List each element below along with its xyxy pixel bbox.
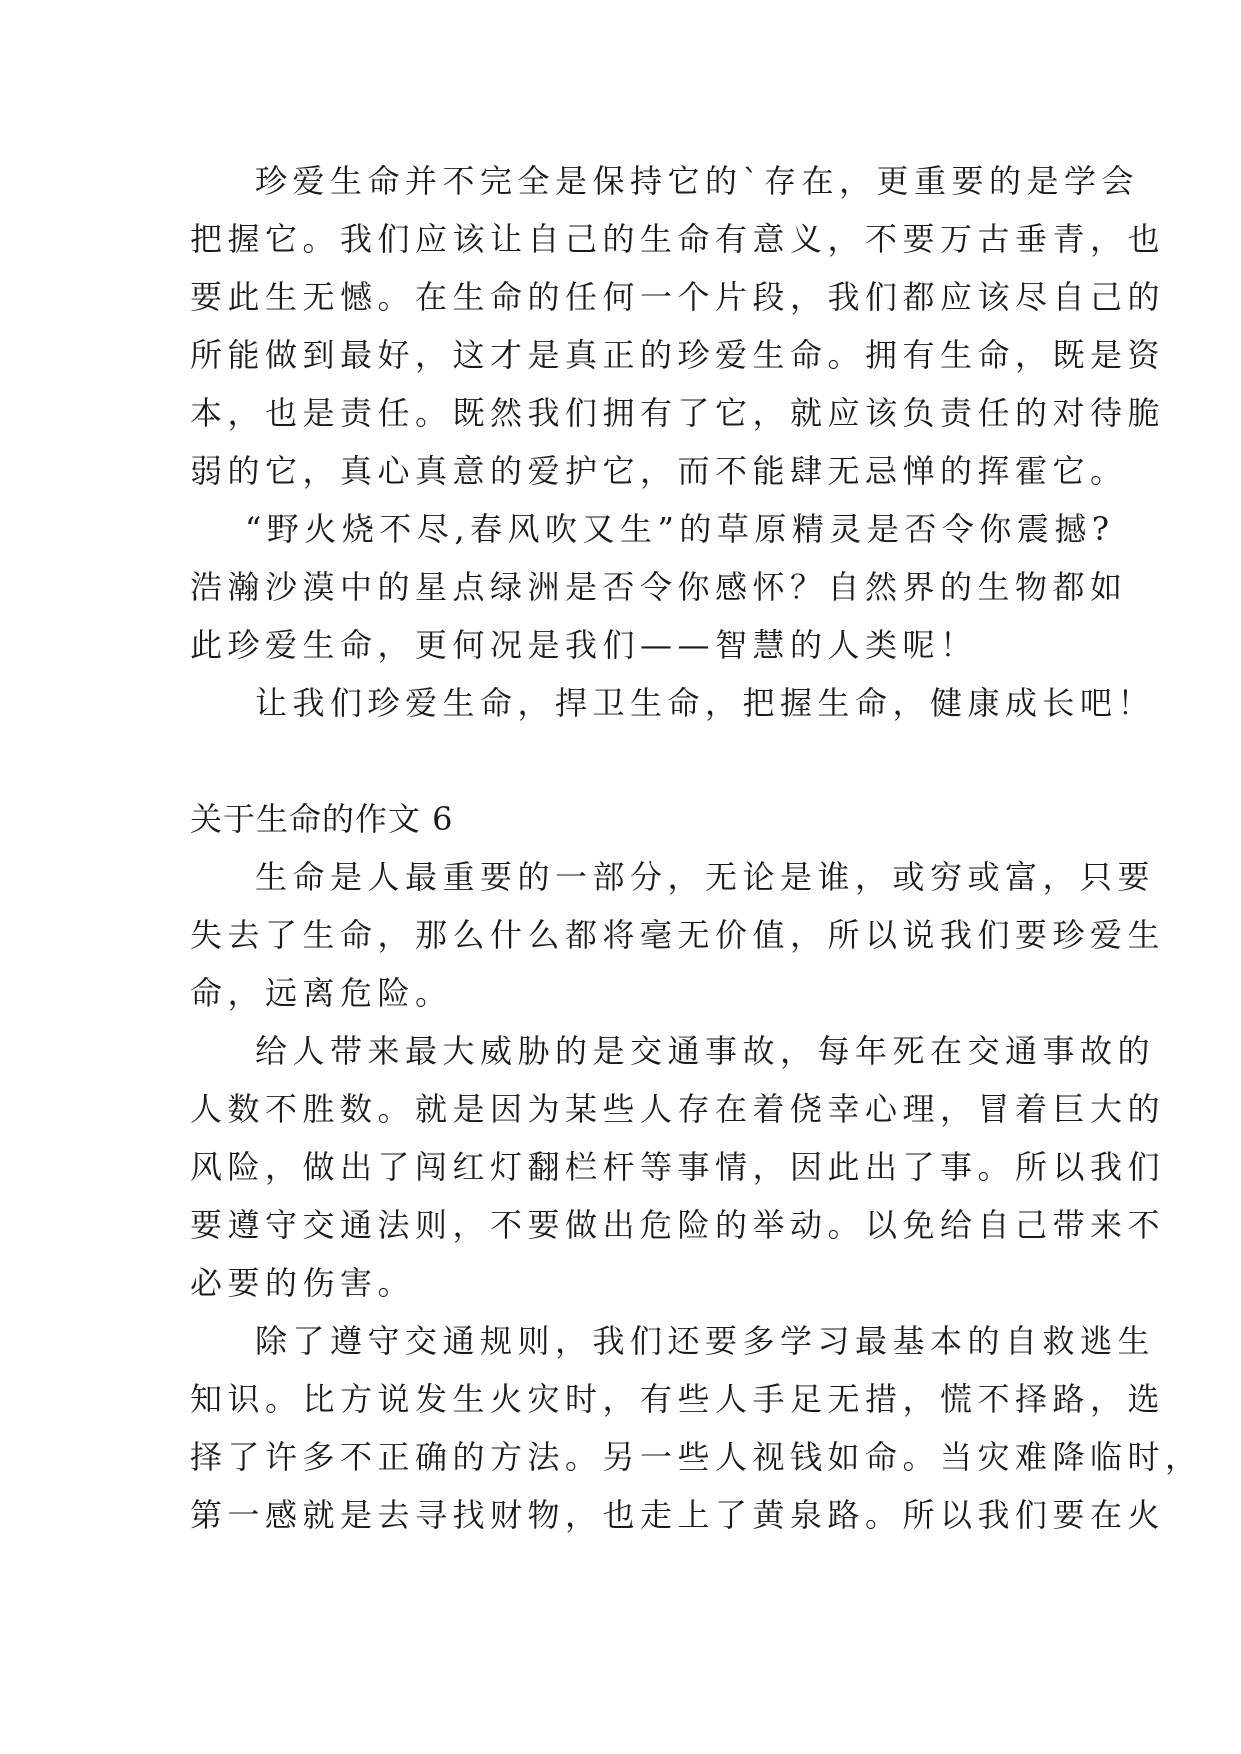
paragraph-line: 给人带来最大威胁的是交通事故，每年死在交通事故的 [255,1032,1156,1070]
paragraph-line: 让我们珍爱生命，捍卫生命，把握生命，健康成长吧！ [255,684,1156,722]
paragraph-line: 所能做到最好，这才是真正的珍爱生命。拥有生命，既是资 [190,336,1166,374]
paragraph-line: 除了遵守交通规则，我们还要多学习最基本的自救逃生 [255,1322,1156,1360]
paragraph-line: 要遵守交通法则，不要做出危险的举动。以免给自己带来不 [190,1206,1166,1244]
paragraph-line: 风险，做出了闯红灯翻栏杆等事情，因此出了事。所以我们 [190,1148,1166,1186]
paragraph-line: 弱的它，真心真意的爱护它，而不能肆无忌惮的挥霍它。 [190,452,1128,490]
paragraph-line: 珍爱生命并不完全是保持它的`存在，更重要的是学会 [255,162,1140,200]
paragraph-line: 浩瀚沙漠中的星点绿洲是否令你感怀？自然界的生物都如 [190,568,1128,606]
paragraph-line: 命，远离危险。 [190,974,453,1012]
paragraph-line: 生命是人最重要的一部分，无论是谁，或穷或富，只要 [255,858,1156,896]
paragraph-line: 必要的伤害。 [190,1264,416,1302]
section-title: 关于生命的作文 6 [190,800,454,838]
paragraph-line: 把握它。我们应该让自己的生命有意义，不要万古垂青，也 [190,220,1166,258]
paragraph-line: 第一感就是去寻找财物，也走上了黄泉路。所以我们要在火 [190,1496,1166,1534]
paragraph-line: 择了许多不正确的方法。另一些人视钱如命。当灾难降临时， [190,1438,1203,1476]
paragraph-line: 要此生无憾。在生命的任何一个片段，我们都应该尽自己的 [190,278,1166,316]
paragraph-line: 失去了生命，那么什么都将毫无价值，所以说我们要珍爱生 [190,916,1166,954]
paragraph-line: 人数不胜数。就是因为某些人存在着侥幸心理，冒着巨大的 [190,1090,1166,1128]
paragraph-line: 知识。比方说发生火灾时，有些人手足无措，慌不择路，选 [190,1380,1166,1418]
paragraph-line: 本，也是责任。既然我们拥有了它，就应该负责任的对待脆 [190,394,1166,432]
paragraph-line: “野火烧不尽,春风吹又生”的草原精灵是否令你震撼? [245,510,1115,548]
paragraph-line: 此珍爱生命，更何况是我们——智慧的人类呢！ [190,626,978,664]
